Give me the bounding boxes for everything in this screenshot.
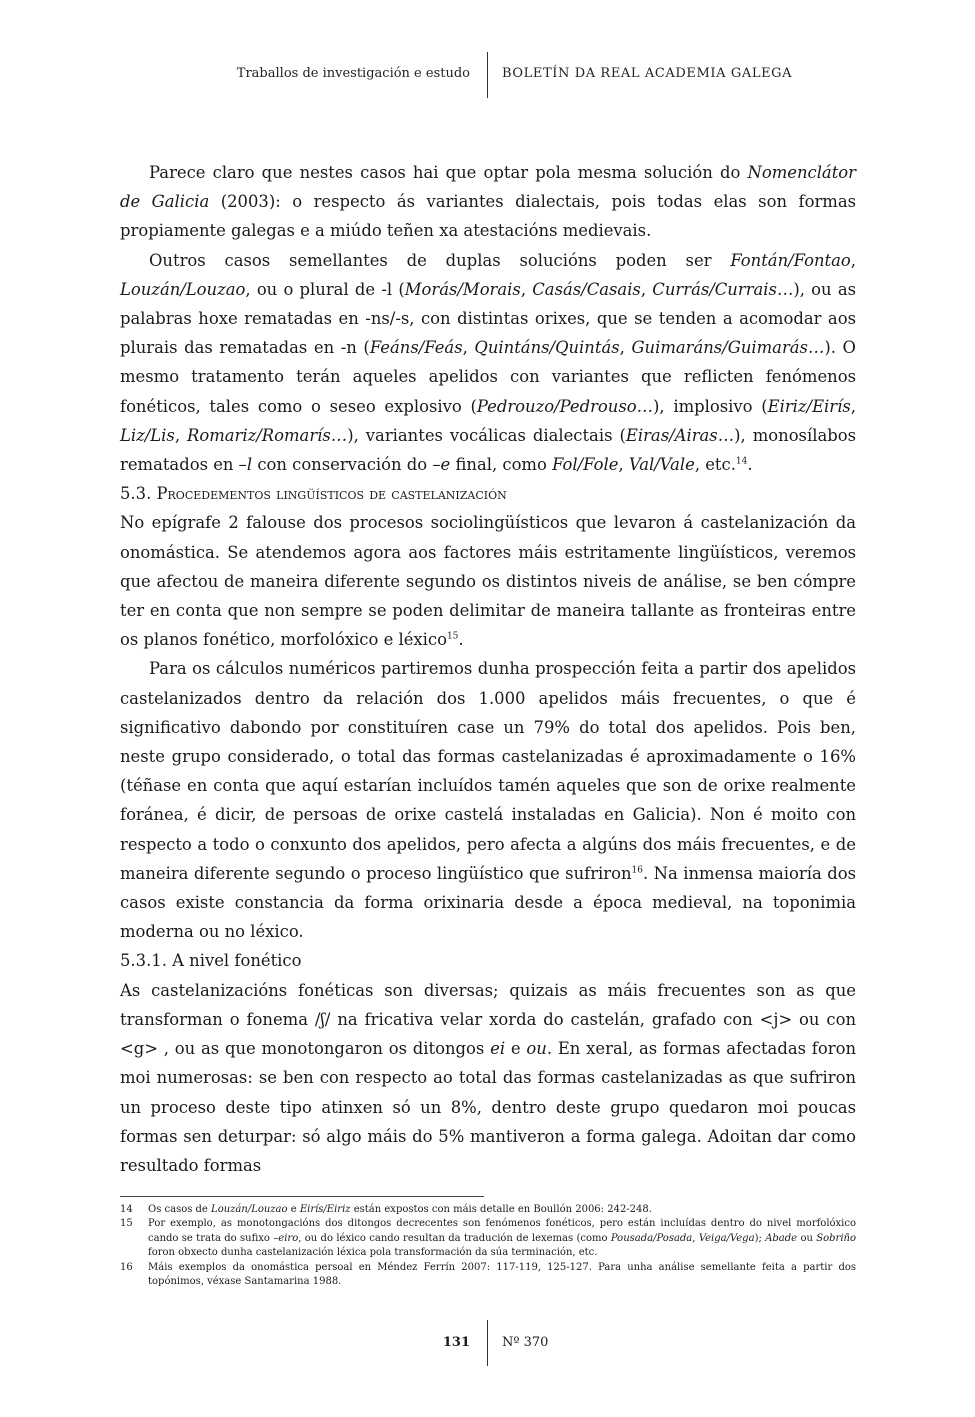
text-run: ), variantes vocálicas dialectais (	[347, 425, 626, 445]
footnote-text	[148, 1203, 856, 1217]
italic-run: ou	[526, 1039, 547, 1059]
text-run: ,	[618, 455, 629, 475]
text-run: .	[458, 630, 464, 650]
italic-run: Eiras/Airas…	[625, 425, 735, 445]
italic-run: Eirís/Eiriz	[299, 1204, 351, 1215]
paragraph	[120, 246, 856, 480]
italic-run: Louzán/Louzao	[120, 279, 246, 299]
italic-run: Fontán/Fontao	[730, 250, 851, 270]
text-run: ,	[520, 279, 533, 299]
text-run: ,	[850, 250, 856, 270]
text-run: ou	[797, 1232, 817, 1244]
italic-run: Val/Vale	[628, 455, 695, 475]
running-header-section: Traballos de investigación e estudo	[236, 66, 470, 81]
text-run: , ou o plural de -l (	[245, 279, 405, 299]
footnote-ref: 16	[631, 865, 643, 876]
page-number: 131	[442, 1335, 470, 1350]
italic-run: Casás/Casais	[532, 279, 641, 299]
italic-run: Romariz/Romarís…	[187, 425, 348, 445]
footnote-text	[148, 1217, 856, 1260]
footnote	[120, 1217, 856, 1260]
italic-run: Louzán/Louzao	[211, 1204, 288, 1215]
text-run: ,	[462, 338, 475, 358]
italic-run: Quintáns/Quintás	[474, 338, 620, 358]
footnote	[120, 1261, 856, 1290]
italic-run: Nomenclátor de Galicia	[120, 163, 856, 212]
body-text	[120, 158, 856, 1180]
header-divider	[487, 52, 488, 98]
text-run: Máis exemplos da onomástica persoal en Méndez Ferrín 2007: 117-119, 125-127. Para unha análise semellante feita a partir dos topónimos, véxase Santamarina 1988.	[148, 1261, 856, 1288]
text-run: , etc.	[694, 455, 736, 475]
italic-run: Guimaráns/Guimarás…	[631, 338, 825, 358]
text-run: No epígrafe 2 falouse dos procesos sociolingüísticos que levaron á castelanización da onomástica. Se atendemos agora aos factores máis estritamente lingüísticos, veremos que afectou de maneira diferente segundo os distintos niveis de análise, se ben cómpre ter en conta que non sempre se poden delimitar de maneira tallante as fronteiras entre os planos fonético, morfolóxico e léxico	[120, 513, 856, 650]
footnote-number: 14	[120, 1204, 133, 1215]
subsection-heading: 5.3.1. A nivel fonético	[120, 951, 302, 971]
text-run: ), implosivo (	[653, 396, 768, 416]
footnotes	[120, 1196, 856, 1289]
footnote-number: 15	[120, 1218, 133, 1230]
text-run: ,	[692, 1232, 699, 1244]
issue-number: Nº 370	[502, 1335, 549, 1350]
text-run: Por exemplo, as monotongacións dos ditongos decrecentes son fenómenos fonéticos, pero están incluídas dentro do nivel morfolóxico cando se trata do sufixo –	[148, 1218, 856, 1244]
text-run: (2003): o respecto ás variantes dialectais, pois todas elas son formas propiamente galegas e a miúdo teñen xa atestacións medievais.	[120, 192, 857, 241]
text-run: final, como	[450, 455, 553, 475]
italic-run: Sobriño	[816, 1232, 856, 1244]
text-run: Para os cálculos numéricos partiremos dunha prospección feita a partir dos apelidos castelanizados dentro da relación dos 1.000 apelidos máis frecuentes, o que é significativo dabondo por constituíren case un 79% do total dos apelidos. Pois ben, neste grupo considerado, o total das formas castelanizadas é aproximadamente o 16% (téñase en conta que aquí estarían incluídos tamén aqueles que son de orixe realmente foránea, é dicir, de persoas de orixe castelá instaladas en Galicia). Non é moito con respecto a todo o conxunto dos apelidos, pero afecta a algúns dos máis frecuentes, e de maneira diferente segundo o proceso lingüístico que sufriron	[120, 659, 856, 883]
text-run: . En xeral, as formas afectadas foron moi numerosas: se ben con respecto ao total das formas castelanizadas as que sufriron un proceso deste tipo atinxen só un 8%, dentro deste grupo quedaron moi poucas formas sen deturpar: só algo máis do 5% mantiveron a forma galega. Adoitan dar como resultado formas	[120, 1039, 857, 1175]
footnote	[120, 1203, 856, 1217]
text-run: . Na inmensa maioría dos casos existe constancia da forma orixinaria desde a época medieval, na toponimia moderna ou no léxico.	[120, 863, 856, 942]
italic-run: Veiga/Vega	[698, 1232, 755, 1244]
footnote-ref: 15	[446, 631, 459, 642]
text-run: ,	[850, 396, 856, 416]
footnote-text	[148, 1261, 856, 1290]
paragraph	[120, 158, 856, 246]
text-run: , ou do léxico cando resultan da tradución de lexemas (como	[298, 1232, 611, 1244]
footer-divider	[487, 1320, 488, 1366]
text-run: ), ou as palabras hoxe rematadas en -ns/-s, con distintas orixes, que se tenden a acomodar aos plurais das rematadas en -n (	[120, 279, 857, 358]
text-run: Parece claro que nestes casos hai que optar pola mesma solución do	[149, 163, 748, 182]
paragraph	[120, 654, 856, 946]
text-run: ,	[174, 425, 188, 445]
italic-run: Fol/Fole	[552, 455, 619, 475]
running-header-journal: BOLETÍN DA REAL ACADEMIA GALEGA	[502, 66, 793, 81]
italic-run: Morás/Morais	[404, 279, 521, 299]
section-title: Procedementos lingüísticos de castelanización	[156, 484, 507, 504]
footnote-number: 16	[120, 1261, 133, 1273]
text-run: ). O mesmo tratamento terán aqueles apelidos con variantes que reflicten fenómenos fonéticos, tales como o seseo explosivo (	[120, 338, 856, 416]
text-run: e	[287, 1204, 300, 1215]
italic-run: Abade	[765, 1232, 798, 1244]
text-run: ,	[619, 338, 632, 358]
italic-run: Eiriz/Eirís	[767, 396, 851, 416]
text-run: ,	[640, 279, 653, 299]
text-run: .	[747, 455, 753, 475]
paragraph	[120, 508, 856, 654]
italic-run: Liz/Lis	[120, 425, 175, 445]
text-run: e	[505, 1039, 527, 1059]
text-run: As castelanizacións fonéticas son diversas; quizais as máis frecuentes son as que transforman o fonema /ʃ/ na fricativa velar xorda do castelán, grafado con <j> ou con <g> , ou as que monotongaron os ditongos	[120, 980, 856, 1059]
footnote-ref: 14	[735, 456, 748, 467]
section-heading	[120, 479, 856, 508]
section-number: 5.3.	[120, 484, 157, 504]
italic-run: e	[440, 455, 451, 475]
text-run: );	[754, 1232, 766, 1244]
text-run: foron obxecto dunha castelanización léxica pola transformación da súa terminación, etc.	[148, 1247, 598, 1259]
italic-run: l	[246, 455, 253, 475]
italic-run: ei	[490, 1039, 506, 1059]
italic-run: Currás/Currais…	[652, 279, 794, 299]
paragraph	[120, 976, 856, 1180]
text-run: Outros casos semellantes de duplas solucións poden ser	[149, 250, 731, 270]
italic-run: eiro	[278, 1232, 299, 1244]
italic-run: Pedrouzo/Pedrouso…	[476, 396, 654, 416]
text-run: con conservación do –	[252, 455, 441, 475]
footnote-rule	[120, 1196, 484, 1197]
text-run: Os casos de	[148, 1204, 212, 1215]
text-run: están expostos con máis detalle en Boullón 2006: 242-248.	[350, 1204, 652, 1215]
italic-run: Pousada/Posada	[610, 1232, 693, 1244]
italic-run: Feáns/Feás	[369, 338, 463, 358]
text-run: ), monosílabos rematados en –	[120, 425, 856, 475]
